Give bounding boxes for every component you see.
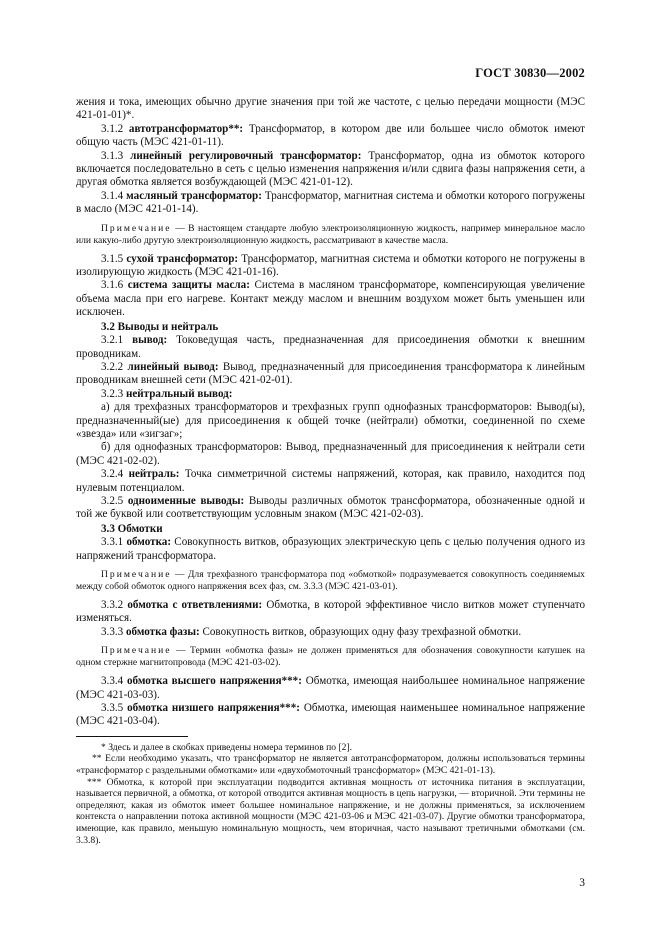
term-3-3-3: 3.3.3 обмотка фазы: Совокупность витков, образующих одну фазу трехфазной обмотки. (101, 625, 522, 638)
term-3-3-1: 3.3.1 обмотка: Совокупность витков, образующих электрическую цепь с целью получения одного из напряжений трансформатора. (76, 536, 585, 562)
note-3: Примечание — Термин «обмотка фазы» не должен применяться для обозначения совокупности катушек на одном стержне магнитопровода (МЭС 421-03-02). (76, 645, 585, 669)
page-number: 3 (579, 877, 585, 889)
term-3-2-4: 3.2.4 нейтраль: Точка симметричной системы напряжений, которая, как правило, находится под нулевым потенциалом. (76, 468, 585, 494)
paragraph: жения и тока, имеющих обычно другие значения при той же частоте, с целью передачи мощности (МЭС 421-01-01)*. (76, 96, 585, 122)
term-3-2-5: 3.2.5 одноименные выводы: Выводы различных обмоток трансформатора, обозначенные одной и той же буквой или соответствующим условным знаком (МЭС 421-02-03). (76, 494, 586, 521)
term-3-2-1: 3.2.1 вывод: Токоведущая часть, предназначенная для присоединения обмотки к внешним проводникам. (76, 334, 585, 360)
term-3-3-4: 3.3.4 обмотка высшего напряжения***: Обмотка, имеющая наибольшее номинальное напряжение (МЭС 421-03-03). (76, 675, 585, 701)
document-header: ГОСТ 30830—2002 (475, 66, 585, 80)
footnote-3: *** Обмотка, к которой при эксплуатации подводится активная мощность от источника питания в эксплуатации, называется первичной, а обмотка, от которой отводится активная мощность в цепь нагрузки, — вторичной. Эти термины не определяют, какая из обмоток имеет большее номинальное напряжение, и не должны применяться, за исключением контекста о направлении потока активной мощности (МЭС 421-03-06 и МЭС 421-03-07). Другие обмотки трансформатора, имеющие, как правило, меньшую номинальную мощность, чем вторичная, часто называют третичными обмотками (см. 3.3.8). (76, 776, 585, 846)
footnote-1: * Здесь и далее в скобках приведены номера терминов по [2]. (101, 741, 353, 753)
term-3-1-6: 3.1.6 система защиты масла: Система в масляном трансформаторе, компенсирующая увеличение объема масла при его нагреве. Контакт между маслом и внешним воздухом может быть уменьшен или исключен. (76, 279, 585, 319)
note-1: Примечание — В настоящем стандарте любую электроизоляционную жидкость, например минеральное масло или какую-либо другую электроизоляционную жидкость, рассматривают в качестве масла. (76, 222, 585, 246)
term-3-1-5: 3.1.5 сухой трансформатор: Трансформатор, магнитная система и обмотки которого не погружены в изолирующую жидкость (МЭС 421-01-16). (76, 252, 585, 279)
footnote-2: ** Если необходимо указать, что трансформатор не является автотрансформатором, должны использоваться термины «трансформатор с раздельными обмотками» или «двухобмоточный трансформатор» (МЭС 421-01-13). (76, 753, 585, 777)
section-heading-3-2: 3.2 Выводы и нейтраль (101, 320, 219, 333)
term-3-2-3-a: а) для трехфазных трансформаторов и трехфазных групп однофазных трансформаторов: Вывод(ы), предназначенный(ые) для присоединения к общей точке (нейтрали) обмотки, соединенной по схеме «звезда» или «зигзаг»; (76, 401, 585, 440)
term-3-3-2: 3.3.2 обмотка с ответвлениями: Обмотка, в которой эффективное число витков может ступенчато изменяться. (76, 599, 586, 625)
note-2: Примечание — Для трехфазного трансформатора под «обмоткой» подразумевается совокупность соединяемых между собой обмоток одного напряжения всех фаз, см. 3.3.3 (МЭС 421-03-01). (76, 569, 585, 592)
term-3-2-3: 3.2.3 нейтральный вывод: (101, 387, 233, 400)
document-body (76, 96, 585, 846)
footnote-separator (76, 736, 188, 737)
term-3-1-3: 3.1.3 линейный регулировочный трансформатор: Трансформатор, одна из обмоток которого включается последовательно в сеть с целью изменения напряжения и/или сдвига фазы напряжения сети, а другая обмотка является возбуждающей (МЭС 421-01-12). (76, 149, 585, 189)
term-3-2-2: 3.2.2 линейный вывод: Вывод, предназначенный для присоединения трансформатора к линейным проводникам внешней сети (МЭС 421-02-01). (76, 360, 585, 387)
term-3-2-3-b: б) для однофазных трансформаторов: Вывод, предназначенный для присоединения к нейтрали сети (МЭС 421-02-02). (76, 441, 585, 467)
term-3-1-2: 3.1.2 автотрансформатор**: Трансформатор, в котором две или большее число обмоток имеют общую часть (МЭС 421-01-11). (76, 122, 585, 149)
term-3-3-5: 3.3.5 обмотка низшего напряжения***: Обмотка, имеющая наименьшее номинальное напряжение (МЭС 421-03-04). (76, 702, 585, 728)
section-heading-3-3: 3.3 Обмотки (101, 522, 163, 535)
term-3-1-4: 3.1.4 масляный трансформатор: Трансформатор, магнитная система и обмотки которого погружены в масло (МЭС 421-01-14). (76, 189, 586, 216)
